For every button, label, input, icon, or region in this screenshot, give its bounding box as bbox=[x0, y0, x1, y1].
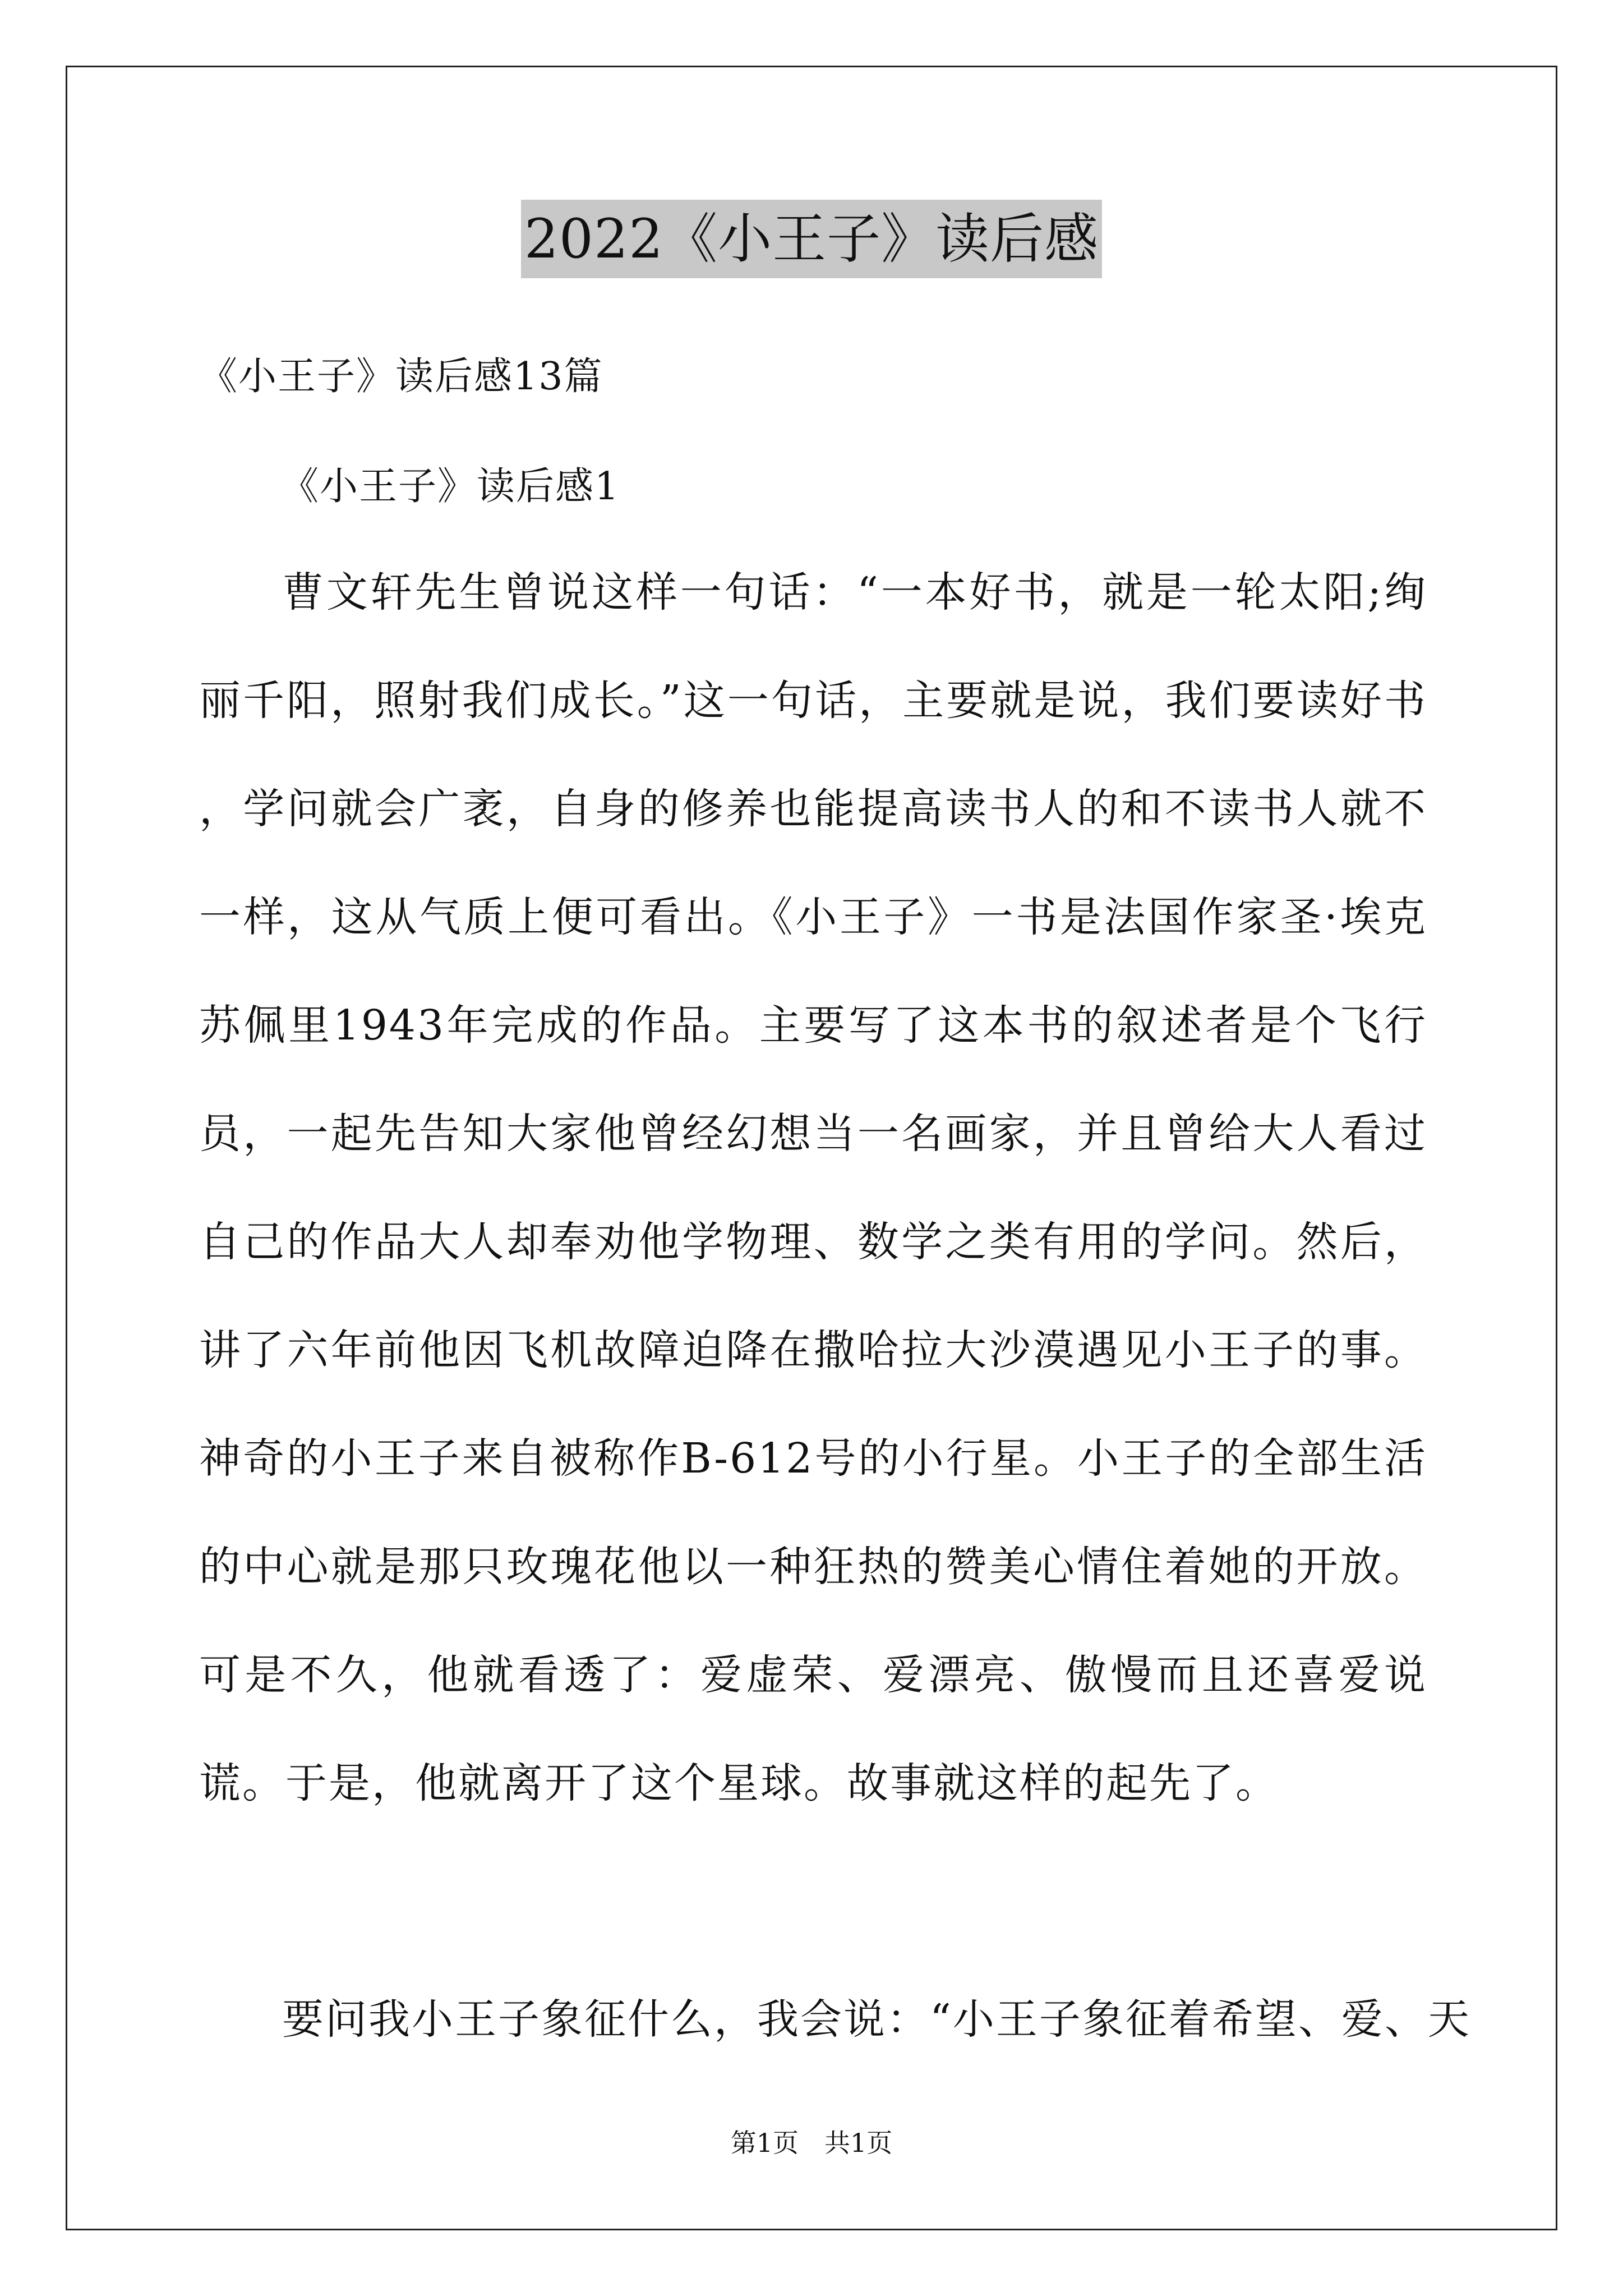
page-number: 第1页 共1页 bbox=[730, 2128, 893, 2158]
body-paragraph-2: 要问我小王子象征什么，我会说：“小王子象征着希望、爱、天 bbox=[282, 1995, 1471, 2044]
section-heading: 《小王子》读后感1 bbox=[280, 464, 620, 509]
collection-heading: 《小王子》读后感13篇 bbox=[199, 355, 603, 399]
document-title: 2022《小王子》读后感 bbox=[521, 200, 1102, 278]
body-paragraph-1: 曹文轩先生曾说这样一句话：“一本好书，就是一轮太阳;绚丽千阳，照射我们成长。”这一句话，主要就是说，我们要读好书 ，学问就会广袤，自身的修养也能提高读书人的和不读书人就不一样，这从气质上便可看出。《小王子》一书是法国作家圣·埃克苏佩里1943年完成的作品。主要写了这本书的叙述者是个飞行员，一起先告知大家他曾经幻想当一名画家，并且曾给大人看过自己的作品大人却奉劝他学物理、数学之类有用的学问。然后，讲了六年前他因飞机故障迫降在撒哈拉大沙漠遇见小王子的事。神奇的小王子来自被称作B-612号的小行星。小王子的全部生活的中心就是那只玫瑰花他以一种狂热的赞美心情住着她的开放。可是不久，他就看透了：爱虚荣、爱漂亮、傲慢而且还喜爱说谎。于是，他就离开了这个星球。故事就这样的起先了。 bbox=[199, 568, 1427, 1807]
title-container bbox=[0, 200, 1623, 278]
